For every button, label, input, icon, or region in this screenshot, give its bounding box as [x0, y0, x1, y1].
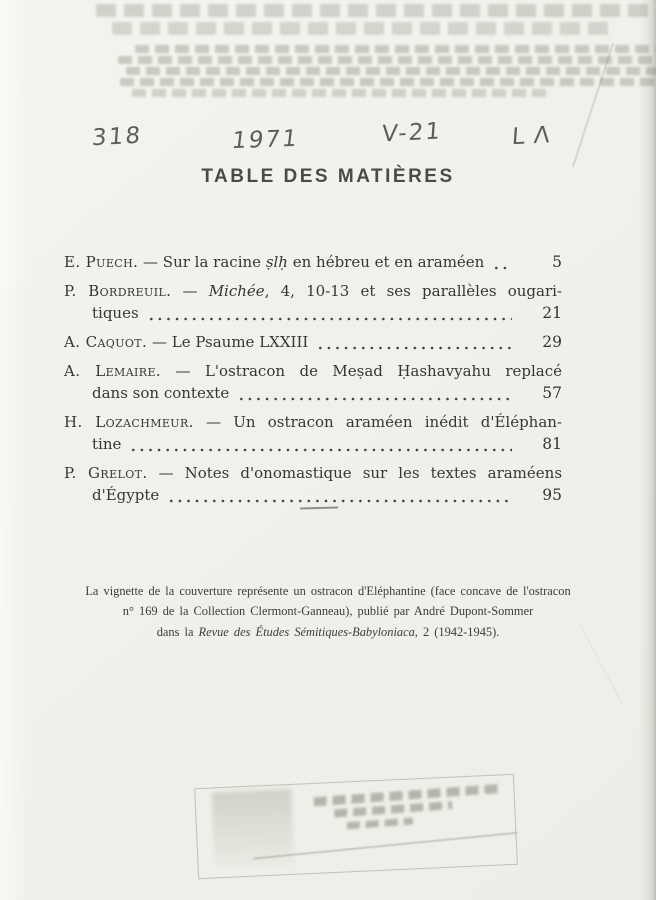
- handwritten-annotation-318: 318: [90, 122, 143, 152]
- page-title: TABLE DES MATIÈRES: [201, 166, 455, 187]
- toc-author: A. Caquot.: [64, 333, 148, 351]
- toc-text: —: [171, 282, 209, 300]
- stamp-smudge: [211, 789, 294, 869]
- footnote-text: La vignette de la couverture représente un ostracon d'Eléphantine (face concave de l'ostracon: [85, 584, 571, 598]
- toc-entry-text: [92, 382, 229, 404]
- footnote-text: dans la: [156, 624, 199, 639]
- toc-entry: [64, 251, 562, 273]
- toc-entry-text: [64, 251, 484, 273]
- toc-text: — Le Psaume LXXIII: [147, 333, 309, 351]
- toc-page-number: 29: [542, 333, 562, 351]
- handwritten-annotation-la: LΛ: [510, 121, 560, 151]
- cover-vignette-footnote: [28, 581, 628, 642]
- stamp-handwriting: [347, 818, 413, 830]
- toc-entry: [64, 462, 562, 506]
- toc-text: — Un ostracon araméen inédit d'Éléphan-: [193, 413, 563, 431]
- stamp-handwriting: [334, 801, 452, 817]
- toc-entry-text: [64, 331, 308, 353]
- dot-leader: [490, 251, 512, 273]
- toc-entry-line: [64, 331, 562, 353]
- handwritten-annotation-v21: V-21: [380, 118, 444, 148]
- toc-author: H. Lozachmeur.: [64, 413, 194, 431]
- toc-entry-text: [92, 484, 159, 506]
- toc-text: en hébreu et en araméen: [287, 253, 485, 271]
- dot-leader: [145, 302, 512, 324]
- toc-page-number: 81: [542, 435, 562, 453]
- toc-entry-text: [92, 433, 121, 455]
- toc-entry-text: [92, 302, 139, 324]
- toc-entry-line: [64, 302, 562, 324]
- dot-leader: [235, 382, 512, 404]
- toc-entry: [64, 360, 562, 404]
- footnote-line: [28, 622, 628, 642]
- toc-page-number: 5: [552, 253, 562, 271]
- footnote-line: [28, 581, 628, 601]
- toc-text: tiques: [92, 304, 139, 322]
- toc-page-number: 21: [542, 304, 562, 322]
- toc-entry-line: [64, 433, 562, 455]
- footnote-text: , 2 (1942-1945).: [414, 624, 500, 639]
- table-of-contents: [64, 251, 562, 513]
- toc-author: P. Grelot.: [64, 464, 148, 482]
- dot-leader: [314, 331, 512, 353]
- toc-text: — Sur la racine: [138, 253, 266, 271]
- dot-leader: [127, 433, 512, 455]
- toc-entry-line: [64, 280, 562, 302]
- page-edge-highlight: [0, 0, 30, 900]
- dot-leader: [165, 484, 512, 506]
- page-edge-shadow: [638, 0, 656, 900]
- toc-text: — Notes d'onomastique sur les textes araméens: [147, 464, 563, 482]
- toc-entry: [64, 280, 562, 324]
- stamp-scribble-line: [253, 832, 517, 859]
- handwritten-annotation-year: 1971: [230, 125, 301, 155]
- scratch-mark: [572, 43, 614, 167]
- toc-text: tine: [92, 435, 122, 453]
- toc-entry-line: [64, 411, 562, 433]
- toc-author: A. Lemaire.: [64, 362, 162, 380]
- toc-entry-line: [64, 360, 562, 382]
- toc-entry: [64, 331, 562, 353]
- toc-entry-line: [64, 251, 562, 273]
- toc-entry-line: [64, 382, 562, 404]
- toc-text: dans son contexte: [92, 384, 230, 402]
- toc-text: d'Égypte: [92, 486, 160, 504]
- toc-text-italic: ṣlḥ: [265, 253, 288, 271]
- toc-text-italic: Michée: [208, 282, 265, 300]
- toc-page-number: 95: [542, 486, 562, 504]
- toc-author: P. Bordreuil.: [64, 282, 172, 300]
- footnote-text: n° 169 de la Collection Clermont-Ganneau), publié par André Dupont-Sommer: [122, 604, 534, 619]
- toc-text: — L'ostracon de Meṣad Ḥashavyahu replacé: [161, 362, 562, 380]
- faint-stamp: [194, 774, 518, 879]
- footnote-line: [28, 601, 628, 621]
- toc-entry-line: [64, 484, 562, 506]
- stamp-handwriting: [314, 784, 500, 806]
- toc-author: E. Puech.: [64, 253, 139, 271]
- toc-text: , 4, 10-13 et ses parallèles ougari-: [264, 282, 562, 300]
- toc-page-number: 57: [542, 384, 562, 402]
- toc-entry: [64, 411, 562, 455]
- toc-entry-line: [64, 462, 562, 484]
- footnote-text-italic: Revue des Études Sémitiques-Babyloniaca: [198, 624, 415, 639]
